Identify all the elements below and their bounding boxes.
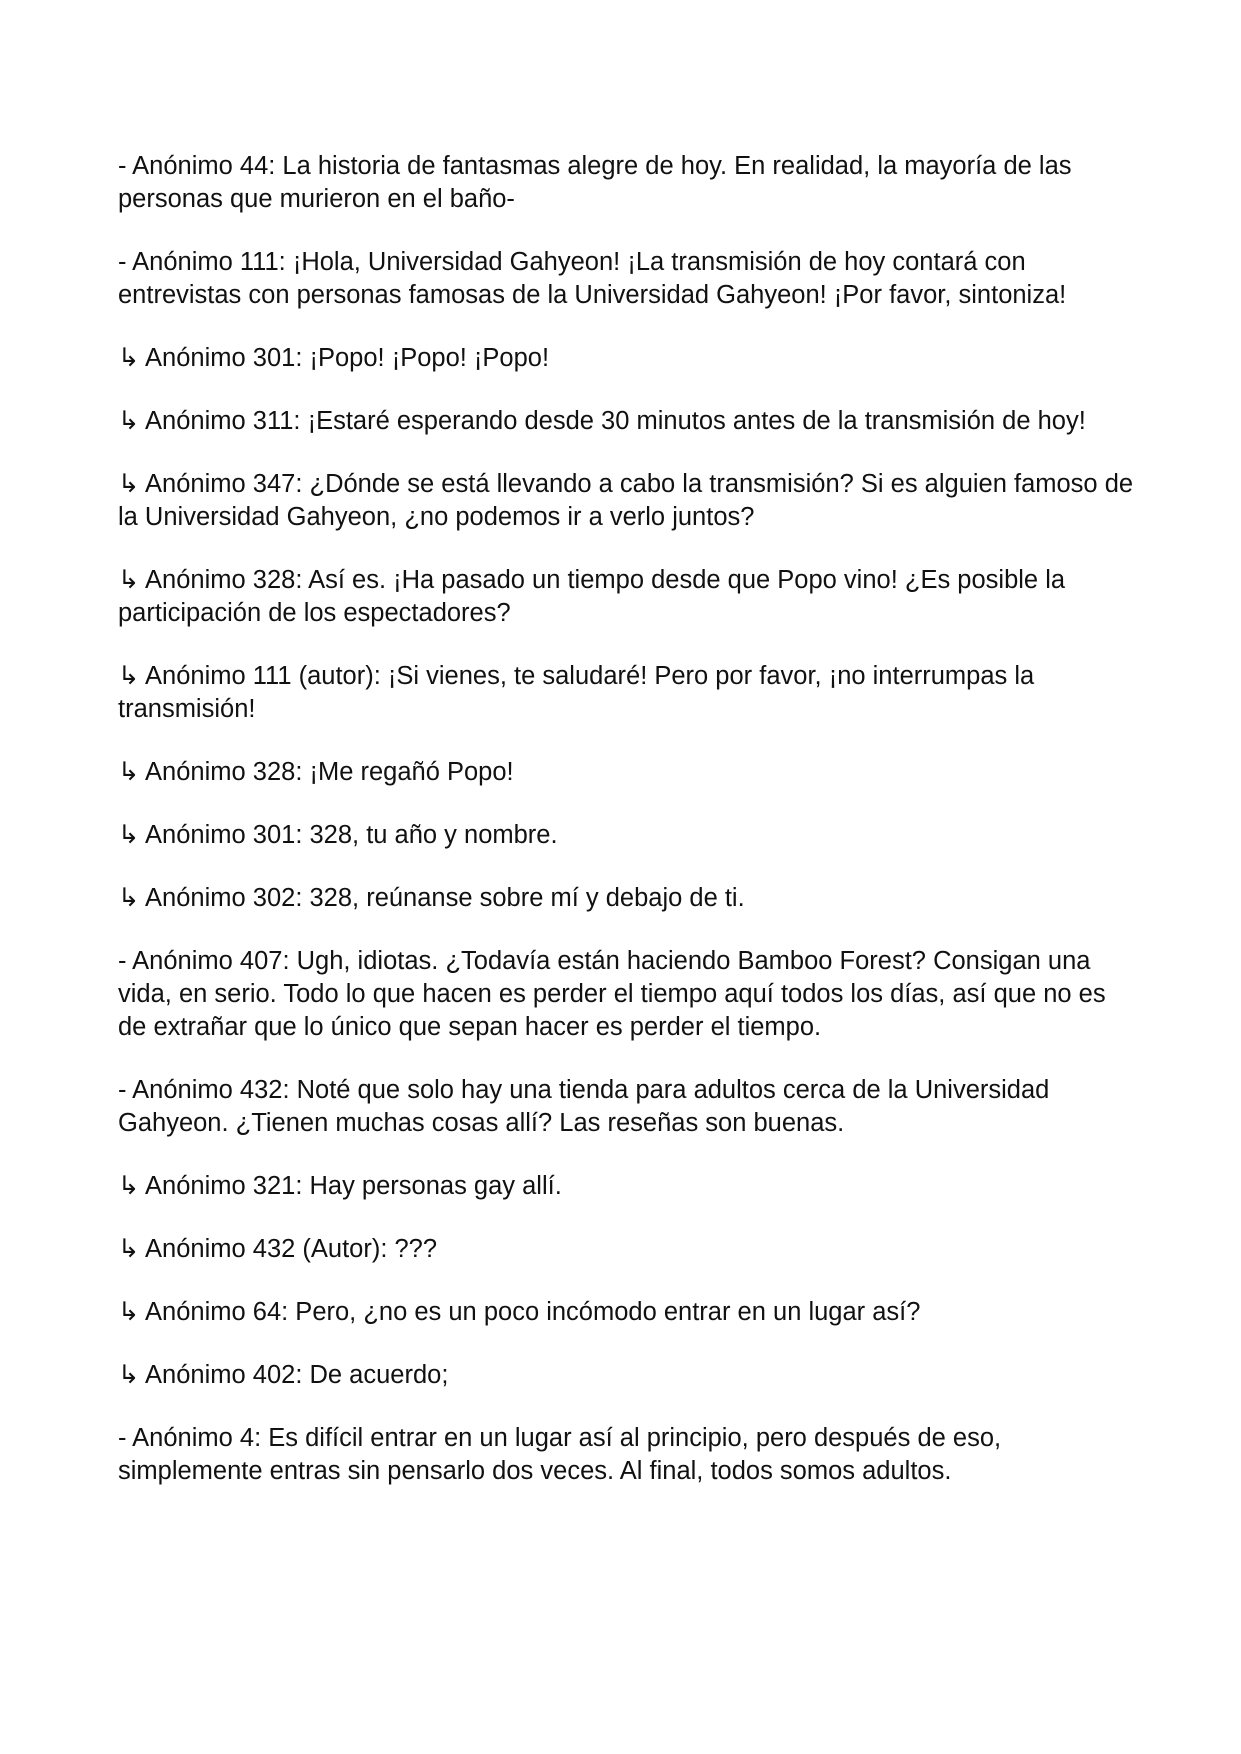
- reply-entry: ↳ Anónimo 328: ¡Me regañó Popo!: [118, 758, 514, 786]
- reply-entry: ↳ Anónimo 402: De acuerdo;: [118, 1361, 449, 1389]
- reply-entry: ↳ Anónimo 64: Pero, ¿no es un poco incómodo entrar en un lugar así?: [118, 1298, 921, 1326]
- reply-entry: ↳ Anónimo 111 (autor): ¡Si vienes, te saludaré! Pero por favor, ¡no interrumpas la transmisión!: [118, 662, 1035, 723]
- comment-entry: - Anónimo 432: Noté que solo hay una tienda para adultos cerca de la Universidad Gahyeon. ¿Tienen muchas cosas allí? Las reseñas son buenas.: [118, 1076, 1050, 1137]
- reply-entry: ↳ Anónimo 301: ¡Popo! ¡Popo! ¡Popo!: [118, 344, 550, 372]
- reply-entry: ↳ Anónimo 328: Así es. ¡Ha pasado un tiempo desde que Popo vino! ¿Es posible la participación de los espectadores?: [118, 566, 1066, 627]
- comment-entry: - Anónimo 407: Ugh, idiotas. ¿Todavía están haciendo Bamboo Forest? Consigan una vida, en serio. Todo lo que hacen es perder el tiempo aquí todos los días, así que no es de extrañar que lo único que sepan hacer es perder el tiempo.: [118, 947, 1106, 1041]
- comment-entry: - Anónimo 111: ¡Hola, Universidad Gahyeon! ¡La transmisión de hoy contará con entrevistas con personas famosas de la Universidad Gahyeon! ¡Por favor, sintoniza!: [118, 248, 1067, 309]
- reply-entry: ↳ Anónimo 432 (Autor): ???: [118, 1235, 438, 1263]
- reply-entry: ↳ Anónimo 311: ¡Estaré esperando desde 30 minutos antes de la transmisión de hoy!: [118, 407, 1086, 435]
- document-body: [118, 150, 1138, 1518]
- reply-entry: ↳ Anónimo 321: Hay personas gay allí.: [118, 1172, 562, 1200]
- comment-entry: - Anónimo 44: La historia de fantasmas alegre de hoy. En realidad, la mayoría de las personas que murieron en el baño-: [118, 152, 1072, 213]
- comment-entry: - Anónimo 4: Es difícil entrar en un lugar así al principio, pero después de eso, simplemente entras sin pensarlo dos veces. Al final, todos somos adultos.: [118, 1424, 1002, 1485]
- reply-entry: ↳ Anónimo 301: 328, tu año y nombre.: [118, 821, 558, 849]
- reply-entry: ↳ Anónimo 302: 328, reúnanse sobre mí y debajo de ti.: [118, 884, 745, 912]
- reply-entry: ↳ Anónimo 347: ¿Dónde se está llevando a cabo la transmisión? Si es alguien famoso de la Universidad Gahyeon, ¿no podemos ir a verlo juntos?: [118, 470, 1134, 531]
